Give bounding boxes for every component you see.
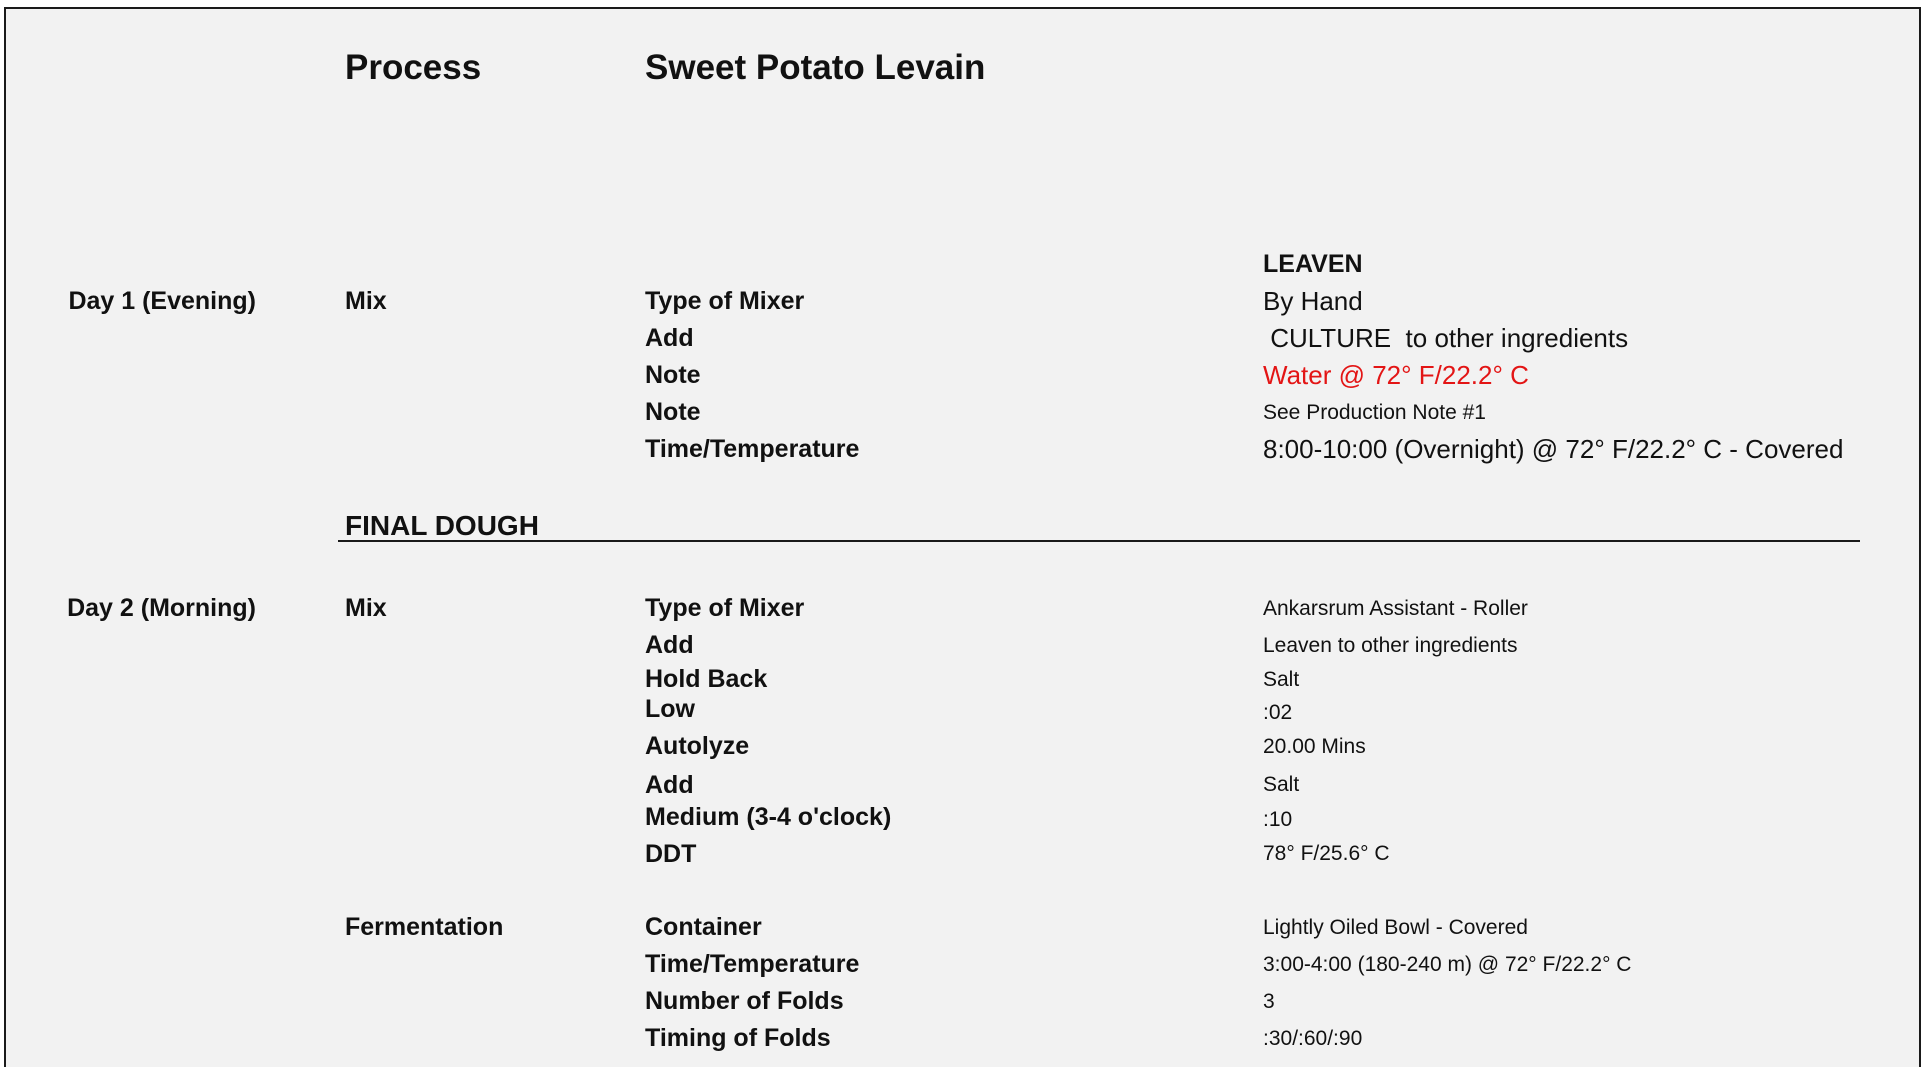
recipe-sheet bbox=[4, 7, 1921, 1067]
leaven-row-label: Note bbox=[645, 361, 701, 389]
day-1-label: Day 1 (Evening) bbox=[68, 287, 256, 315]
leaven-row-label: Note bbox=[645, 398, 701, 426]
leaven-row-label: Time/Temperature bbox=[645, 435, 860, 463]
mix-row-value: Salt bbox=[1263, 773, 1300, 796]
day-2-label: Day 2 (Morning) bbox=[67, 594, 256, 622]
fermentation-step: Fermentation bbox=[345, 913, 504, 941]
mix-row-label: DDT bbox=[645, 840, 697, 868]
leaven-row-label: Add bbox=[645, 324, 694, 352]
mix-row-value: :02 bbox=[1263, 701, 1293, 724]
fermentation-row-value: Lightly Oiled Bowl - Covered bbox=[1263, 916, 1528, 939]
mix-row-value: Leaven to other ingredients bbox=[1263, 634, 1518, 657]
final-dough-section-title: FINAL DOUGH bbox=[345, 510, 539, 541]
mix-row-label: Add bbox=[645, 771, 694, 799]
process-title: Process bbox=[345, 48, 482, 87]
leaven-row-value: See Production Note #1 bbox=[1263, 401, 1486, 424]
fermentation-row-value: :30/:60/:90 bbox=[1263, 1027, 1363, 1050]
recipe-title: Sweet Potato Levain bbox=[645, 48, 986, 87]
leaven-row-value-highlight: Water @ 72° F/22.2° C bbox=[1263, 360, 1529, 390]
leaven-row-value: CULTURE to other ingredients bbox=[1263, 323, 1629, 353]
leaven-row-value: 8:00-10:00 (Overnight) @ 72° F/22.2° C - Covered bbox=[1263, 434, 1844, 464]
mix-row-value: 78° F/25.6° C bbox=[1263, 842, 1390, 865]
fermentation-row-label: Number of Folds bbox=[645, 987, 844, 1015]
leaven-mix-step: Mix bbox=[345, 287, 387, 315]
leaven-column-header: LEAVEN bbox=[1263, 250, 1363, 278]
mix-row-label: Type of Mixer bbox=[645, 594, 805, 622]
leaven-row-value: By Hand bbox=[1263, 286, 1363, 316]
mix-row-value: 20.00 Mins bbox=[1263, 735, 1366, 758]
mix-row-label: Hold Back bbox=[645, 665, 768, 693]
fermentation-row-label: Container bbox=[645, 913, 762, 941]
mix-row-value: Ankarsrum Assistant - Roller bbox=[1263, 597, 1528, 620]
section-divider bbox=[338, 540, 1860, 542]
leaven-row-label: Type of Mixer bbox=[645, 287, 805, 315]
mix-row-value: Salt bbox=[1263, 668, 1300, 691]
final-dough-mix-step: Mix bbox=[345, 594, 387, 622]
mix-row-value: :10 bbox=[1263, 808, 1293, 831]
fermentation-row-value: 3:00-4:00 (180-240 m) @ 72° F/22.2° C bbox=[1263, 953, 1632, 976]
mix-row-label: Add bbox=[645, 631, 694, 659]
mix-row-label: Autolyze bbox=[645, 732, 750, 760]
mix-row-label: Low bbox=[645, 695, 695, 723]
fermentation-row-label: Time/Temperature bbox=[645, 950, 860, 978]
fermentation-row-value: 3 bbox=[1263, 990, 1275, 1013]
mix-row-label: Medium (3-4 o'clock) bbox=[645, 803, 892, 831]
fermentation-row-label: Timing of Folds bbox=[645, 1024, 831, 1052]
